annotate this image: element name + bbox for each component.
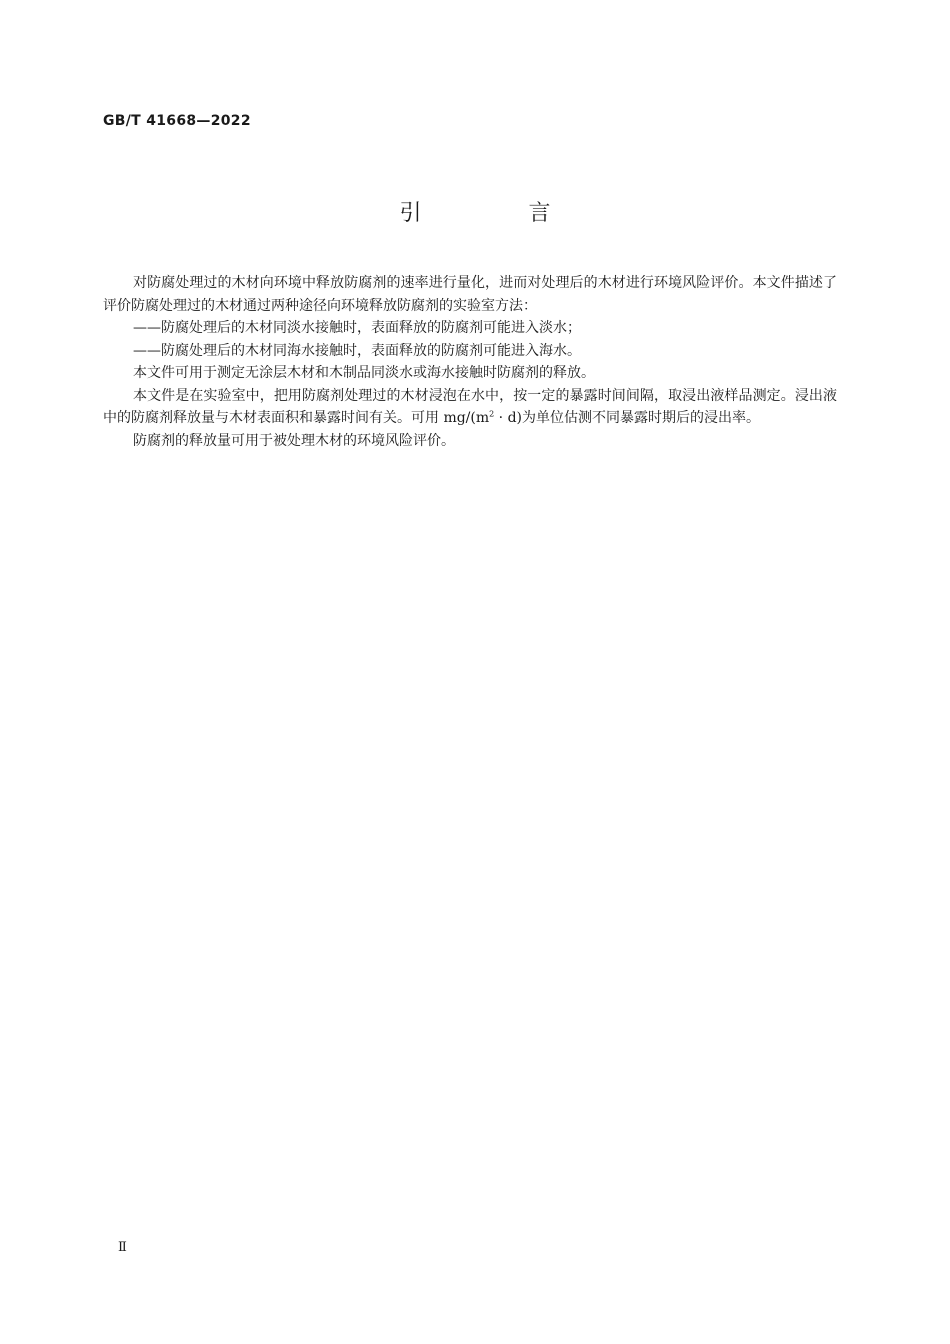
paragraph-method [103,385,837,430]
paragraph-scope: 本文件可用于测定无涂层木材和木制品同淡水或海水接触时防腐剂的释放。 [133,365,595,381]
list-item-seawater: ——防腐处理后的木材同海水接触时，表面释放的防腐剂可能进入海水。 [133,342,581,359]
page-title: 引 言 [399,201,601,226]
page-number: Ⅱ [118,1240,127,1255]
method-text-start: 本文件是在实验室中，把用防腐剂处理过的木材浸泡在水中，按一定的暴露时间间隔，取浸出液样品测定。浸出液中的防腐剂释放量与木材表面积和暴露时间有关。可用 mg/(m [103,387,837,426]
paragraph-application: 防腐剂的释放量可用于被处理木材的环境风险评价。 [133,432,455,449]
paragraph-intro: 对防腐处理过的木材向环境中释放防腐剂的速率进行量化，进而对处理后的木材进行环境风险评价。本文件描述了评价防腐处理过的木材通过两种途径向环境释放防腐剂的实验室方法： [103,275,837,314]
body-text [103,272,837,452]
list-item-freshwater: ——防腐处理后的木材同淡水接触时，表面释放的防腐剂可能进入淡水； [133,320,581,336]
standard-code-header: GB/T 41668—2022 [103,113,251,129]
unit-superscript: 2 [489,409,495,419]
method-text-end: · d)为单位估测不同暴露时期后的浸出率。 [494,410,761,426]
